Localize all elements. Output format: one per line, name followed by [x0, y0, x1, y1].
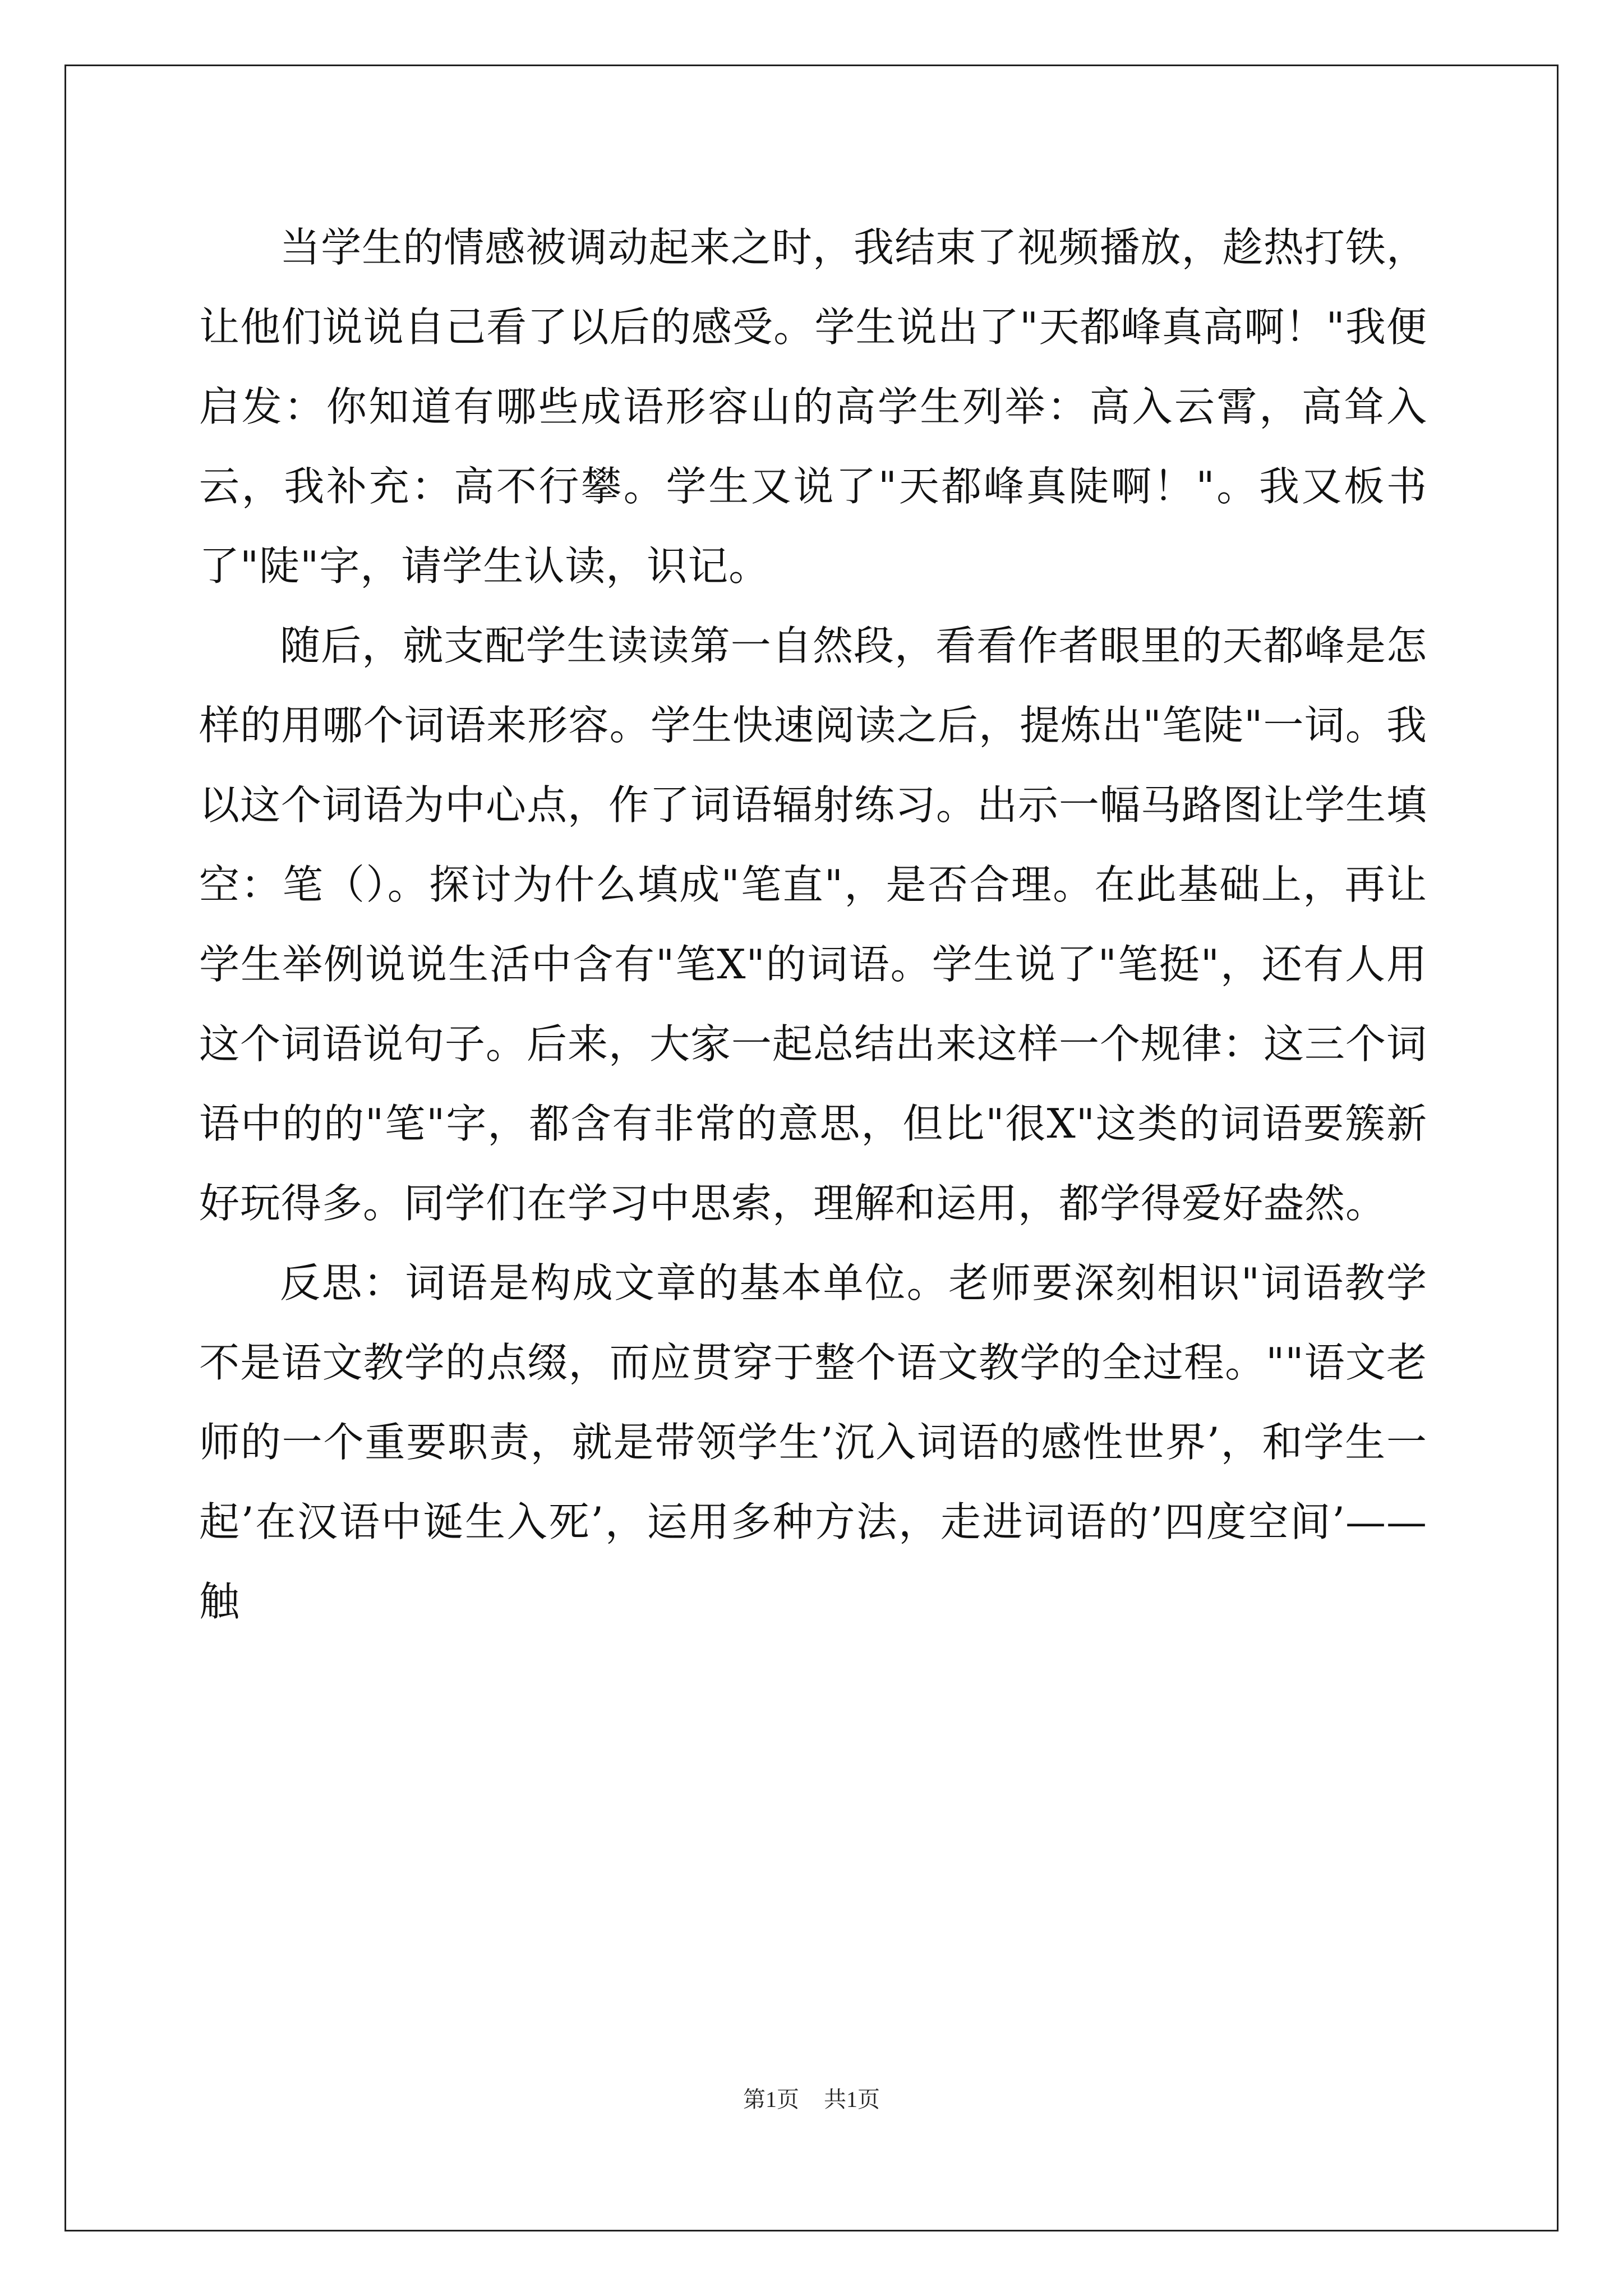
page-total: 共1页: [824, 2087, 880, 2112]
document-body: [199, 208, 1427, 1641]
page-footer: [0, 2086, 1623, 2114]
paragraph-2: 随后，就支配学生读读第一自然段，看看作者眼里的天都峰是怎样的用哪个词语来形容。学生快速阅读之后，提炼出"笔陡"一词。我以这个词语为中心点，作了词语辐射练习。出示一幅马路图让学生填空：笔（）。探讨为什么填成"笔直"，是否合理。在此基础上，再让学生举例说说生活中含有"笔X"的词语。学生说了"笔挺"，还有人用这个词语说句子。后来，大家一起总结出来这样一个规律：这三个词语中的的"笔"字，都含有非常的意思，但比"很X"这类的词语要簇新好玩得多。同学们在学习中思索，理解和运用，都学得爱好盎然。: [199, 622, 1428, 1227]
page-number: 第1页: [743, 2087, 799, 2112]
paragraph-3: 反思：词语是构成文章的基本单位。老师要深刻相识"词语教学不是语文教学的点缀，而应贯穿于整个语文教学的全过程。""语文老师的一个重要职责，就是带领学生’沉入词语的感性世界’，和学生一起’在汉语中诞生入死’，运用多种方法，走进词语的’四度空间’——触: [199, 1259, 1427, 1625]
paragraph-1: 当学生的情感被调动起来之时，我结束了视频播放，趁热打铁，让他们说说自己看了以后的感受。学生说出了"天都峰真高啊！"我便启发：你知道有哪些成语形容山的高学生列举：高入云霄，高耸入云，我补充：高不行攀。学生又说了"天都峰真陡啊！"。我又板书了"陡"字，请学生认读，识记。: [199, 224, 1427, 590]
